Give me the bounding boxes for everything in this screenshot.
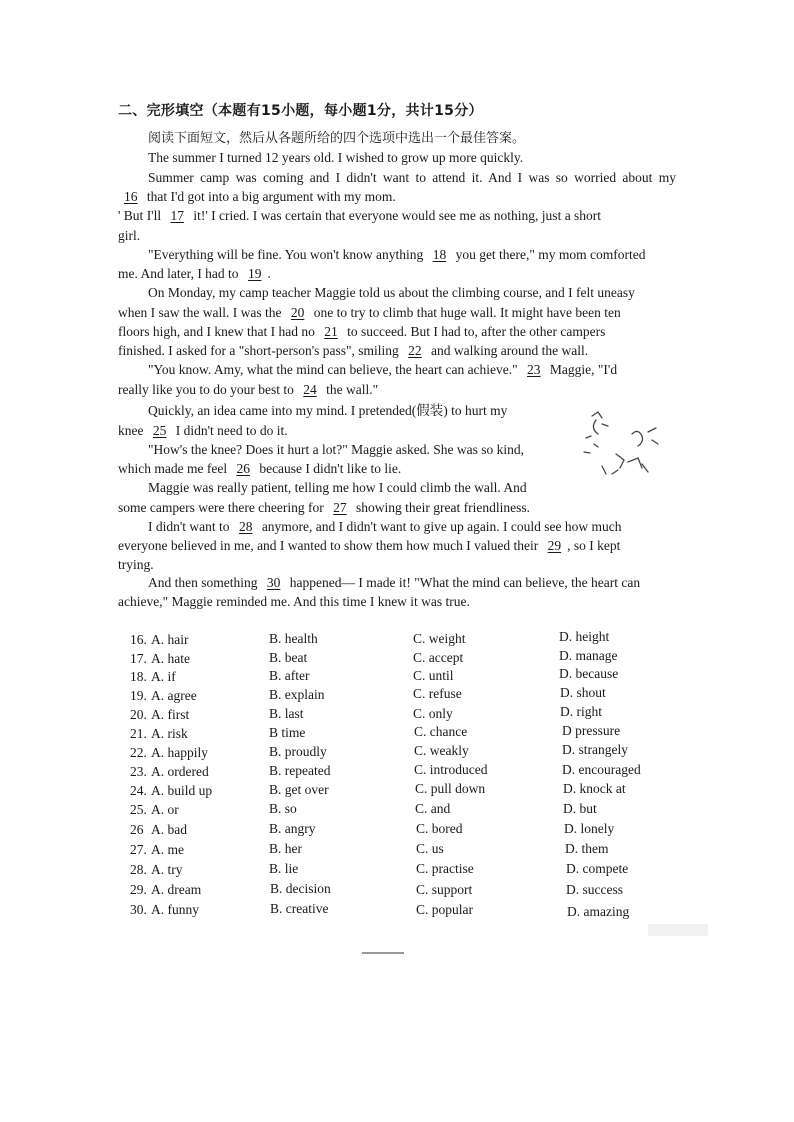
option-d: D. them	[565, 841, 609, 856]
blank-26: 26	[236, 461, 250, 476]
option-d: D. right	[560, 704, 602, 719]
question-number: 23.	[130, 764, 147, 779]
option-a: A. happily	[151, 745, 208, 760]
option-a: A. dream	[151, 882, 202, 897]
passage-line: achieve," Maggie reminded me. And this time I knew it was true.	[118, 594, 470, 609]
option-b: B. lie	[269, 861, 299, 876]
option-b: B. so	[269, 801, 297, 816]
passage-line: ' But I'll 17 it!' I cried. I was certain that everyone would see me as nothing, just a short	[118, 208, 602, 223]
passage-line: floors high, and I knew that I had no 21 to succeed. But I had to, after the other campers	[118, 324, 606, 339]
passage-line: Maggie was really patient, telling me how I could climb the wall. And	[148, 480, 527, 495]
option-a: A. risk	[151, 726, 188, 741]
blank-27: 27	[333, 500, 347, 515]
blank-29: 29	[547, 538, 562, 553]
question-number: 26	[130, 822, 144, 837]
question-number: 21.	[130, 726, 147, 741]
passage-line: "You know. Amy, what the mind can believe, the heart can achieve." 23 Maggie, "I'd	[148, 362, 618, 377]
question-number: 16.	[130, 632, 147, 647]
option-d: D. knock at	[563, 781, 626, 796]
question-number: 27.	[130, 842, 147, 857]
blank-30: 30	[266, 575, 281, 590]
blank-22: 22	[408, 343, 422, 358]
option-b: B. last	[269, 706, 304, 721]
option-d: D. lonely	[564, 821, 615, 836]
passage-line: knee 25 I didn't need to do it.	[118, 423, 288, 438]
question-number: 25.	[130, 802, 147, 817]
option-c: C. weight	[413, 631, 466, 646]
option-a: A. hate	[151, 651, 190, 666]
option-c: C. only	[413, 706, 453, 721]
passage-line: Summer camp was coming and I didn't want to attend it. And I was so worried about my	[148, 170, 676, 185]
passage-line: 16 that I'd got into a big argument with my mom.	[118, 188, 396, 206]
passage-line: The summer I turned 12 years old. I wished to grow up more quickly.	[148, 150, 524, 165]
scan-smudge	[648, 924, 708, 936]
passage-line: trying.	[118, 557, 154, 572]
option-d: D. height	[559, 629, 610, 644]
option-a: A. hair	[151, 632, 189, 647]
option-c: C. popular	[416, 902, 473, 917]
option-b: B time	[269, 725, 306, 740]
option-d: D. amazing	[567, 904, 630, 919]
passage-line: girl.	[118, 228, 141, 243]
option-a: A. funny	[151, 902, 199, 917]
blank-20: 20	[290, 305, 305, 320]
option-a: A. me	[151, 842, 184, 857]
option-d: D. compete	[566, 861, 629, 876]
option-b: B. angry	[269, 821, 316, 836]
passage-line: me. And later, I had to 19 .	[118, 266, 271, 281]
option-d: D. shout	[560, 685, 606, 700]
question-number: 24.	[130, 783, 147, 798]
option-c: C. chance	[414, 724, 468, 739]
option-b: B. beat	[269, 650, 308, 665]
option-c: C. us	[416, 841, 444, 856]
option-d: D. but	[563, 801, 597, 816]
passage-line: And then something 30 happened— I made it! "What the mind can believe, the heart can	[148, 575, 641, 590]
passage-line: which made me feel 26 because I didn't like to lie.	[118, 461, 402, 476]
option-a: A. or	[151, 802, 179, 817]
option-a: A. first	[151, 707, 190, 722]
option-c: C. and	[415, 801, 451, 816]
blank-21: 21	[324, 324, 338, 339]
question-number: 20.	[130, 707, 147, 722]
option-c: C. refuse	[413, 686, 462, 701]
question-number: 22.	[130, 745, 147, 760]
option-c: C. until	[413, 668, 454, 683]
blank-24: 24	[303, 382, 317, 397]
blank-23: 23	[527, 362, 541, 377]
question-number: 19.	[130, 688, 147, 703]
option-b: B. her	[269, 841, 302, 856]
option-b: B. get over	[269, 782, 329, 797]
option-c: C. pull down	[415, 781, 486, 796]
option-a: A. build up	[151, 783, 213, 798]
option-d: D. success	[566, 882, 623, 897]
section-instruction: 阅读下面短文，然后从各题所给的四个选项中选出一个最佳答案。	[148, 131, 526, 146]
sketch-illustration	[572, 404, 682, 494]
option-c: C. introduced	[414, 762, 488, 777]
option-c: C. accept	[413, 650, 464, 665]
option-b: B. proudly	[269, 744, 327, 759]
option-b: B. repeated	[269, 763, 331, 778]
passage-line: when I saw the wall. I was the 20 one to try to climb that huge wall. It might have been ten	[118, 305, 621, 320]
question-number: 17.	[130, 651, 147, 666]
passage-line: really like you to do your best to 24 the wall."	[118, 382, 379, 397]
question-number: 18.	[130, 669, 147, 684]
section-heading: 二、完形填空（本题有15小题，每小题1分，共计15分）	[118, 103, 483, 119]
blank-16: 16	[124, 189, 138, 204]
passage-line: everyone believed in me, and I wanted to show them how much I valued their 29 , so I kept	[118, 538, 621, 553]
option-d: D pressure	[562, 723, 621, 738]
blank-28: 28	[238, 519, 253, 534]
option-b: B. explain	[269, 687, 325, 702]
passage-line: some campers were there cheering for 27 showing their great friendliness.	[118, 500, 530, 515]
question-number: 28.	[130, 862, 147, 877]
option-a: A. ordered	[151, 764, 209, 779]
passage-line: On Monday, my camp teacher Maggie told us about the climbing course, and I felt uneasy	[148, 285, 635, 300]
option-b: B. decision	[270, 881, 331, 896]
blank-25: 25	[152, 423, 167, 438]
option-d: D. encouraged	[562, 762, 641, 777]
passage-line: finished. I asked for a "short-person's pass", smiling 22 and walking around the wall.	[118, 343, 589, 358]
option-c: C. support	[416, 882, 473, 897]
option-a: A. bad	[151, 822, 187, 837]
question-number: 30.	[130, 902, 147, 917]
blank-19: 19	[247, 266, 262, 281]
option-c: C. bored	[416, 821, 463, 836]
option-d: D. manage	[559, 648, 618, 663]
blank-17: 17	[170, 208, 184, 223]
option-b: B. after	[269, 668, 310, 683]
blank-18: 18	[432, 247, 447, 262]
option-b: B. health	[269, 631, 318, 646]
option-a: A. try	[151, 862, 183, 877]
option-c: C. weakly	[414, 743, 469, 758]
passage-line: "Everything will be fine. You won't know anything 18 you get there," my mom comforted	[148, 247, 646, 262]
option-c: C. practise	[416, 861, 474, 876]
passage-line: I didn't want to 28 anymore, and I didn't want to give up again. I could see how much	[148, 519, 622, 534]
option-a: A. if	[151, 669, 176, 684]
passage-line: Quickly, an idea came into my mind. I pretended(假装) to hurt my	[148, 403, 508, 418]
option-a: A. agree	[151, 688, 197, 703]
question-number: 29.	[130, 882, 147, 897]
option-d: D. strangely	[562, 742, 628, 757]
option-b: B. creative	[270, 901, 329, 916]
option-d: D. because	[559, 666, 619, 681]
passage-line: "How's the knee? Does it hurt a lot?" Maggie asked. She was so kind,	[148, 442, 525, 457]
scan-dash-mark	[362, 952, 404, 954]
